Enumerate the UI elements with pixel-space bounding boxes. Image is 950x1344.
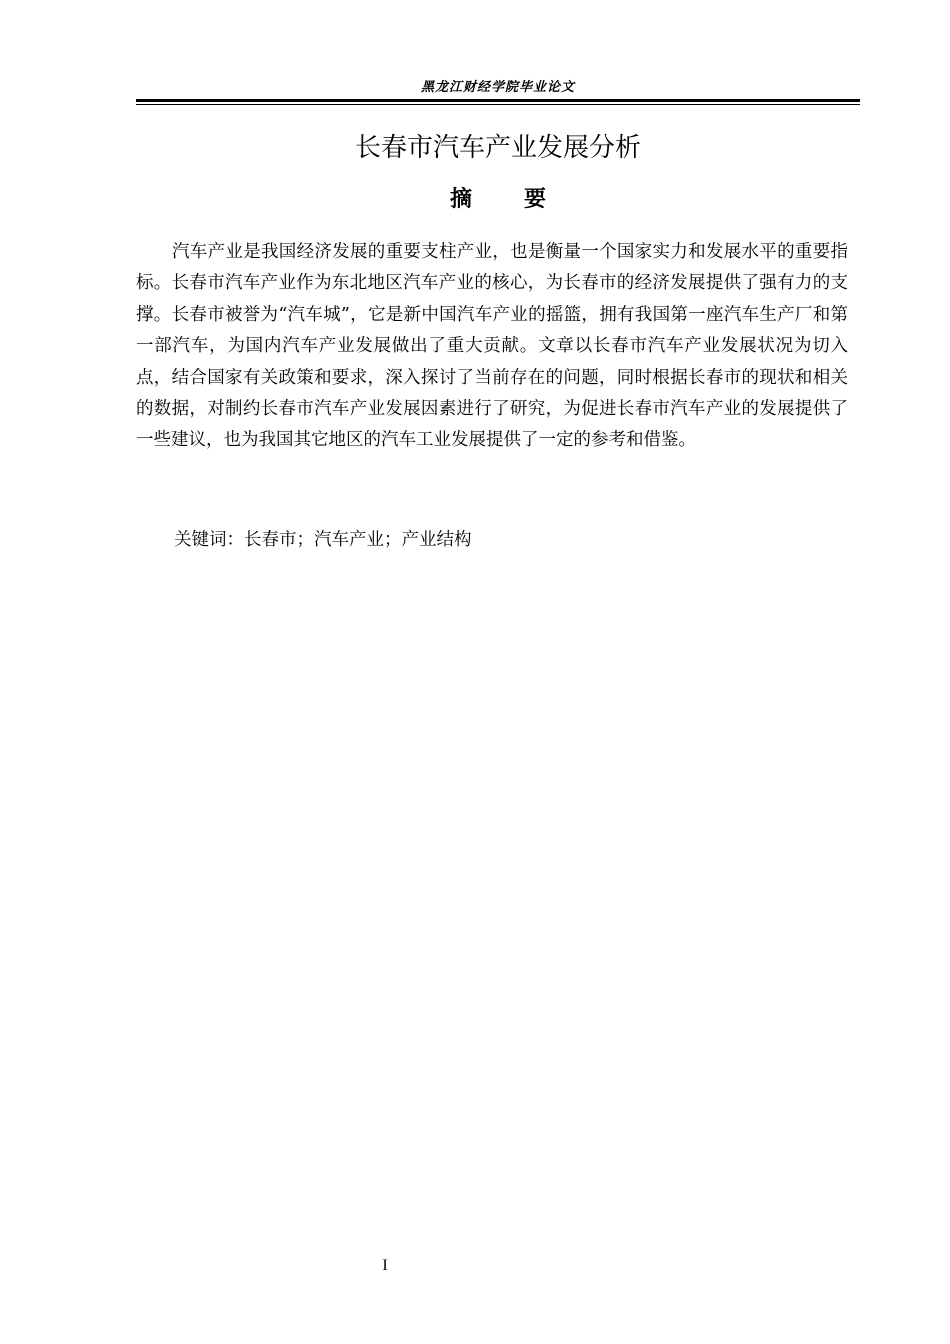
paper-title: 长春市汽车产业发展分析 [354,133,641,163]
keywords-value: 长春市；汽车产业；产业结构 [244,530,472,550]
running-header: 黑龙江财经学院毕业论文 [420,80,575,95]
page-number: I [382,1257,388,1274]
abstract-heading-char-1: 摘 [449,187,472,212]
abstract-heading-char-2: 要 [524,187,547,212]
abstract-heading [136,184,860,216]
abstract-paragraph: 汽车产业是我国经济发展的重要支柱产业，也是衡量一个国家实力和发展水平的重要指标。长春市汽车产业作为东北地区汽车产业的核心，为长春市的经济发展提供了强有力的支撑。长春市被誉为“汽车城”，它是新中国汽车产业的摇篮，拥有我国第一座汽车生产厂和第一部汽车，为国内汽车产业发展做出了重大贡献。文章以长春市汽车产业发展状况为切入点，结合国家有关政策和要求，深入探讨了当前存在的问题，同时根据长春市的现状和相关的数据，对制约长春市汽车产业发展因素进行了研究，为促进长春市汽车产业的发展提供了一些建议，也为我国其它地区的汽车工业发展提供了一定的参考和借鉴。 [136,242,848,451]
keywords-line [174,524,472,556]
header-rule-thin [136,104,860,105]
keywords-label: 关键词： [174,530,244,550]
header-rule-thick [136,99,860,102]
